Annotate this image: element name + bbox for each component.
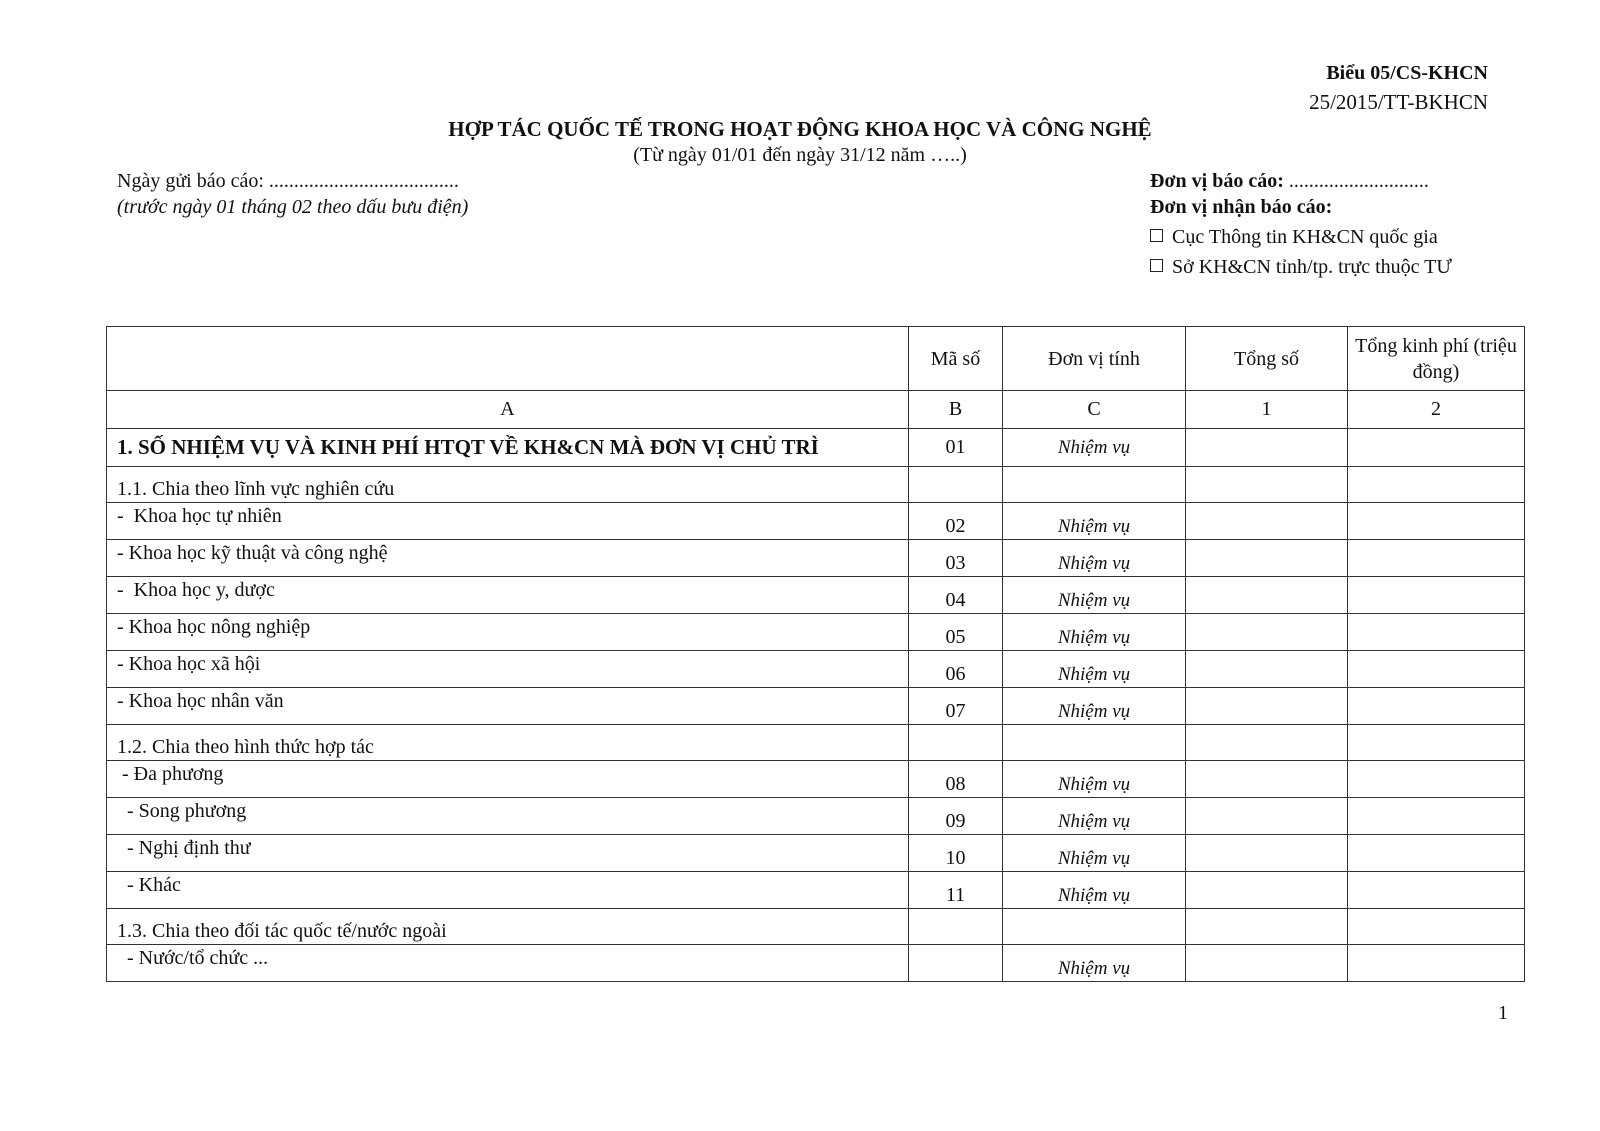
header-cell-total: Tổng số [1186,327,1348,391]
row-label: - Khoa học y, dược [107,577,909,614]
row-budget[interactable] [1348,945,1525,982]
row-label: - Khoa học xã hội [107,651,909,688]
row-budget[interactable] [1348,909,1525,945]
table-row [107,798,1525,835]
row-budget[interactable] [1348,725,1525,761]
row-code: 07 [909,688,1003,725]
row-budget[interactable] [1348,429,1525,467]
row-code [909,725,1003,761]
row-total[interactable] [1186,503,1348,540]
table-header-row [107,327,1525,391]
row-code: 11 [909,872,1003,909]
header-cell-indicator [107,327,909,391]
row-total[interactable] [1186,725,1348,761]
reporting-unit-value: ............................ [1283,170,1429,192]
row-budget[interactable] [1348,503,1525,540]
row-budget[interactable] [1348,872,1525,909]
row-total[interactable] [1186,909,1348,945]
column-letter: 1 [1186,391,1348,429]
table-row [107,761,1525,798]
row-label: - Nghị định thư [107,835,909,872]
report-table [106,326,1525,982]
row-unit: Nhiệm vụ [1003,945,1186,982]
report-title: HỢP TÁC QUỐC TẾ TRONG HOẠT ĐỘNG KHOA HỌC VÀ CÔNG NGHỆ [448,117,1152,141]
row-total[interactable] [1186,798,1348,835]
table-row [107,835,1525,872]
receiver-label: Đơn vị nhận báo cáo: [1150,196,1333,218]
table-row [107,540,1525,577]
row-label: 1.3. Chia theo đối tác quốc tế/nước ngoài [107,909,909,945]
row-label: - Đa phương [107,761,909,798]
header-cell-code: Mã số [909,327,1003,391]
row-total[interactable] [1186,651,1348,688]
row-label: 1. SỐ NHIỆM VỤ VÀ KINH PHÍ HTQT VỀ KH&CN MÀ ĐƠN VỊ CHỦ TRÌ [107,429,909,467]
row-label: 1.1. Chia theo lĩnh vực nghiên cứu [107,467,909,503]
row-code: 03 [909,540,1003,577]
circular-reference: 25/2015/TT-BKHCN [1309,90,1488,114]
table-row [107,945,1525,982]
row-label: - Khoa học nông nghiệp [107,614,909,651]
receiver-option-national[interactable] [1150,226,1438,249]
row-unit: Nhiệm vụ [1003,429,1186,467]
row-code [909,467,1003,503]
page-number: 1 [1498,1002,1508,1024]
form-code: Biểu 05/CS-KHCN [1326,62,1488,84]
deadline-note: (trước ngày 01 tháng 02 theo dấu bưu điện) [117,196,469,218]
row-unit: Nhiệm vụ [1003,614,1186,651]
row-code: 02 [909,503,1003,540]
row-total[interactable] [1186,761,1348,798]
row-unit: Nhiệm vụ [1003,540,1186,577]
reporting-unit [1150,170,1429,193]
row-unit: Nhiệm vụ [1003,503,1186,540]
table-row [107,503,1525,540]
row-total[interactable] [1186,577,1348,614]
row-total[interactable] [1186,429,1348,467]
row-code: 01 [909,429,1003,467]
table-body [107,429,1525,982]
row-code: 09 [909,798,1003,835]
row-unit: Nhiệm vụ [1003,835,1186,872]
row-budget[interactable] [1348,761,1525,798]
header-cell-budget: Tổng kinh phí (triệu đồng) [1348,327,1525,391]
row-label: - Song phương [107,798,909,835]
row-total[interactable] [1186,945,1348,982]
row-unit [1003,467,1186,503]
row-budget[interactable] [1348,577,1525,614]
row-budget[interactable] [1348,688,1525,725]
receiver-option-label: Sở KH&CN tỉnh/tp. trực thuộc TƯ [1172,256,1452,278]
row-total[interactable] [1186,614,1348,651]
checkbox-icon[interactable] [1150,229,1163,242]
row-unit: Nhiệm vụ [1003,577,1186,614]
row-budget[interactable] [1348,467,1525,503]
row-label: - Khoa học kỹ thuật và công nghệ [107,540,909,577]
row-unit [1003,725,1186,761]
table-row [107,467,1525,503]
row-total[interactable] [1186,835,1348,872]
row-unit: Nhiệm vụ [1003,798,1186,835]
row-code: 08 [909,761,1003,798]
report-period: (Từ ngày 01/01 đến ngày 31/12 năm …..) [633,144,967,166]
column-letter: A [107,391,909,429]
checkbox-icon[interactable] [1150,259,1163,272]
row-label: 1.2. Chia theo hình thức hợp tác [107,725,909,761]
column-letter: 2 [1348,391,1525,429]
row-total[interactable] [1186,688,1348,725]
column-letter-row [107,391,1525,429]
table-row [107,872,1525,909]
row-unit: Nhiệm vụ [1003,688,1186,725]
table-row [107,909,1525,945]
row-label: - Khoa học tự nhiên [107,503,909,540]
column-letter: C [1003,391,1186,429]
receiver-option-provincial[interactable] [1150,256,1452,279]
receiver-option-label: Cục Thông tin KH&CN quốc gia [1172,226,1438,248]
row-code [909,909,1003,945]
row-code: 06 [909,651,1003,688]
table-row [107,429,1525,467]
table-row [107,725,1525,761]
row-code: 10 [909,835,1003,872]
column-letter: B [909,391,1003,429]
send-date-line: Ngày gửi báo cáo: ...................................... [117,170,459,192]
row-label: - Khoa học nhân văn [107,688,909,725]
row-unit: Nhiệm vụ [1003,651,1186,688]
row-unit: Nhiệm vụ [1003,872,1186,909]
row-budget[interactable] [1348,835,1525,872]
reporting-unit-label: Đơn vị báo cáo: [1150,170,1284,192]
row-unit: Nhiệm vụ [1003,761,1186,798]
row-total[interactable] [1186,872,1348,909]
header-cell-unit: Đơn vị tính [1003,327,1186,391]
row-code: 04 [909,577,1003,614]
row-total[interactable] [1186,540,1348,577]
table-row [107,688,1525,725]
row-budget[interactable] [1348,798,1525,835]
row-total[interactable] [1186,467,1348,503]
table-row [107,651,1525,688]
row-budget[interactable] [1348,651,1525,688]
row-label: - Khác [107,872,909,909]
row-budget[interactable] [1348,614,1525,651]
row-code [909,945,1003,982]
row-budget[interactable] [1348,540,1525,577]
row-unit [1003,909,1186,945]
row-label: - Nước/tổ chức ... [107,945,909,982]
table-row [107,614,1525,651]
table-row [107,577,1525,614]
row-code: 05 [909,614,1003,651]
